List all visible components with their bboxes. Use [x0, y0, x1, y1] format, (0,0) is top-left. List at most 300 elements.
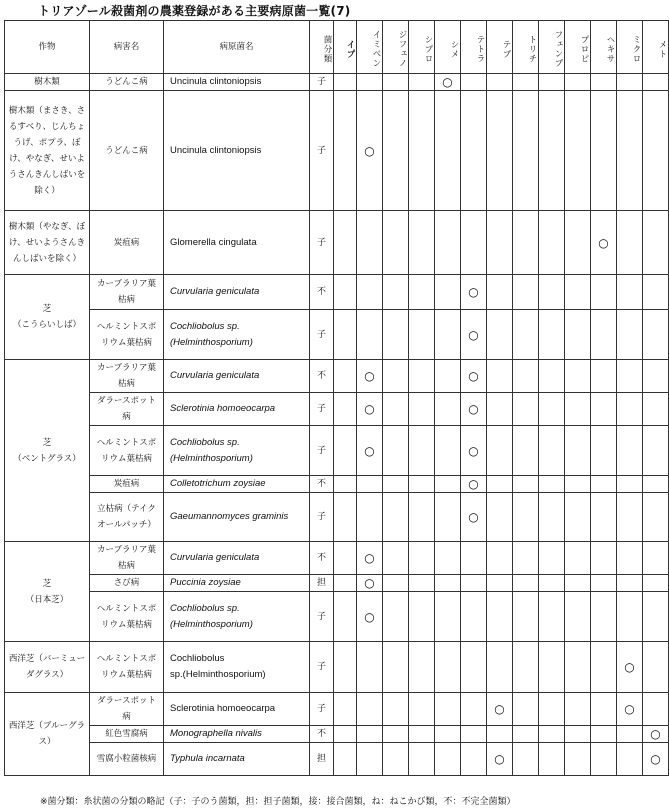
empty-cell: [357, 493, 383, 542]
empty-cell: [409, 493, 435, 542]
empty-cell: [487, 592, 513, 642]
table-body: [5, 74, 669, 776]
empty-cell: [539, 743, 565, 776]
empty-cell: [409, 211, 435, 275]
header-fungicide: テブ: [487, 21, 513, 74]
empty-cell: [435, 310, 461, 360]
registered-mark: ○: [617, 642, 643, 693]
header-fungicide: ミクロ: [617, 21, 643, 74]
header-class: 菌分類: [310, 21, 334, 74]
disease-cell: ヘルミントスポリウム葉枯病: [90, 426, 164, 476]
empty-cell: [383, 493, 409, 542]
empty-cell: [383, 476, 409, 493]
disease-cell: ヘルミントスポリウム葉枯病: [90, 642, 164, 693]
empty-cell: [513, 360, 539, 393]
empty-cell: [435, 592, 461, 642]
empty-cell: [513, 211, 539, 275]
empty-cell: [461, 743, 487, 776]
table-row: [5, 211, 669, 275]
empty-cell: [334, 310, 357, 360]
empty-cell: [357, 310, 383, 360]
table-row: [5, 642, 669, 693]
empty-cell: [334, 642, 357, 693]
disease-cell: カーブラリア葉枯病: [90, 360, 164, 393]
crop-cell: 芝 （こうらいしば）: [5, 275, 90, 360]
empty-cell: [435, 575, 461, 592]
empty-cell: [334, 91, 357, 211]
empty-cell: [617, 275, 643, 310]
empty-cell: [617, 542, 643, 575]
empty-cell: [513, 642, 539, 693]
pathogen-cell: Curvularia geniculata: [164, 542, 310, 575]
table-row: [5, 575, 669, 592]
empty-cell: [487, 493, 513, 542]
page-title: トリアゾール殺菌剤の農薬登録がある主要病原菌一覧(7): [38, 4, 351, 18]
pathogen-cell: Glomerella cingulata: [164, 211, 310, 275]
empty-cell: [617, 393, 643, 426]
empty-cell: [643, 275, 669, 310]
empty-cell: [643, 91, 669, 211]
registered-mark: ○: [461, 476, 487, 493]
registered-mark: ○: [643, 726, 669, 743]
pathogen-cell: Typhula incarnata: [164, 743, 310, 776]
registered-mark: ○: [461, 310, 487, 360]
empty-cell: [334, 211, 357, 275]
header-fungicide: メト: [643, 21, 669, 74]
disease-cell: 炭疽病: [90, 211, 164, 275]
empty-cell: [539, 393, 565, 426]
empty-cell: [617, 575, 643, 592]
empty-cell: [357, 743, 383, 776]
empty-cell: [513, 91, 539, 211]
empty-cell: [539, 74, 565, 91]
empty-cell: [565, 211, 591, 275]
registered-mark: ○: [461, 493, 487, 542]
empty-cell: [383, 74, 409, 91]
class-cell: 子: [310, 310, 334, 360]
empty-cell: [643, 74, 669, 91]
table-row: [5, 360, 669, 393]
registered-mark: ○: [357, 393, 383, 426]
pathogen-cell: Sclerotinia homoeocarpa: [164, 693, 310, 726]
empty-cell: [357, 693, 383, 726]
empty-cell: [435, 211, 461, 275]
empty-cell: [334, 726, 357, 743]
empty-cell: [409, 74, 435, 91]
table-row: [5, 542, 669, 575]
disease-cell: ダラースポット病: [90, 693, 164, 726]
empty-cell: [617, 211, 643, 275]
empty-cell: [513, 393, 539, 426]
empty-cell: [539, 310, 565, 360]
crop-cell: 樹木類: [5, 74, 90, 91]
empty-cell: [565, 310, 591, 360]
empty-cell: [435, 426, 461, 476]
empty-cell: [435, 476, 461, 493]
empty-cell: [565, 642, 591, 693]
pathogen-cell: Curvularia geniculata: [164, 275, 310, 310]
empty-cell: [461, 575, 487, 592]
header-fungicide: イミベン: [357, 21, 383, 74]
empty-cell: [383, 393, 409, 426]
empty-cell: [435, 91, 461, 211]
empty-cell: [461, 91, 487, 211]
empty-cell: [591, 91, 617, 211]
empty-cell: [409, 575, 435, 592]
empty-cell: [383, 726, 409, 743]
disease-cell: 雪腐小粒菌核病: [90, 743, 164, 776]
empty-cell: [334, 743, 357, 776]
registered-mark: ○: [357, 360, 383, 393]
empty-cell: [435, 693, 461, 726]
empty-cell: [383, 426, 409, 476]
empty-cell: [435, 493, 461, 542]
class-cell: 担: [310, 743, 334, 776]
empty-cell: [383, 592, 409, 642]
header-row: [5, 21, 669, 74]
empty-cell: [643, 693, 669, 726]
registered-mark: ○: [461, 426, 487, 476]
empty-cell: [383, 310, 409, 360]
empty-cell: [617, 592, 643, 642]
empty-cell: [357, 726, 383, 743]
empty-cell: [409, 642, 435, 693]
empty-cell: [513, 693, 539, 726]
empty-cell: [565, 91, 591, 211]
class-cell: 担: [310, 575, 334, 592]
table-row: [5, 74, 669, 91]
registered-mark: ○: [461, 275, 487, 310]
class-cell: 不: [310, 275, 334, 310]
empty-cell: [334, 426, 357, 476]
disease-cell: ダラースポット病: [90, 393, 164, 426]
empty-cell: [357, 642, 383, 693]
empty-cell: [513, 575, 539, 592]
empty-cell: [591, 693, 617, 726]
empty-cell: [539, 91, 565, 211]
empty-cell: [643, 642, 669, 693]
disease-cell: 紅色雪腐病: [90, 726, 164, 743]
empty-cell: [487, 275, 513, 310]
disease-cell: 立枯病（テイクオールパッチ）: [90, 493, 164, 542]
empty-cell: [383, 743, 409, 776]
empty-cell: [435, 275, 461, 310]
empty-cell: [539, 275, 565, 310]
empty-cell: [383, 360, 409, 393]
empty-cell: [487, 360, 513, 393]
empty-cell: [487, 542, 513, 575]
empty-cell: [435, 360, 461, 393]
empty-cell: [539, 542, 565, 575]
empty-cell: [617, 360, 643, 393]
pathogen-cell: Monographella nivalis: [164, 726, 310, 743]
empty-cell: [591, 542, 617, 575]
table-row: [5, 476, 669, 493]
empty-cell: [643, 211, 669, 275]
empty-cell: [409, 393, 435, 426]
empty-cell: [513, 726, 539, 743]
empty-cell: [539, 693, 565, 726]
empty-cell: [591, 310, 617, 360]
empty-cell: [539, 642, 565, 693]
empty-cell: [409, 476, 435, 493]
empty-cell: [591, 743, 617, 776]
empty-cell: [539, 360, 565, 393]
empty-cell: [383, 575, 409, 592]
disease-cell: うどんこ病: [90, 91, 164, 211]
empty-cell: [591, 575, 617, 592]
empty-cell: [487, 74, 513, 91]
empty-cell: [334, 693, 357, 726]
pathogen-cell: Cochliobolus sp.(Helminthosporium): [164, 642, 310, 693]
empty-cell: [487, 642, 513, 693]
empty-cell: [487, 726, 513, 743]
header-fungicide: シプロ: [409, 21, 435, 74]
empty-cell: [334, 493, 357, 542]
empty-cell: [513, 74, 539, 91]
empty-cell: [487, 310, 513, 360]
empty-cell: [461, 542, 487, 575]
pathogen-cell: Sclerotinia homoeocarpa: [164, 393, 310, 426]
empty-cell: [461, 592, 487, 642]
header-fungicide: シメ: [435, 21, 461, 74]
empty-cell: [643, 360, 669, 393]
empty-cell: [435, 743, 461, 776]
class-cell: 子: [310, 393, 334, 426]
empty-cell: [334, 592, 357, 642]
empty-cell: [435, 642, 461, 693]
empty-cell: [409, 542, 435, 575]
disease-cell: カーブラリア葉枯病: [90, 542, 164, 575]
empty-cell: [409, 360, 435, 393]
class-cell: 不: [310, 476, 334, 493]
empty-cell: [334, 74, 357, 91]
empty-cell: [487, 393, 513, 426]
empty-cell: [591, 476, 617, 493]
pathogen-cell: Colletotrichum zoysiae: [164, 476, 310, 493]
empty-cell: [643, 310, 669, 360]
pathogen-cell: Gaeumannomyces graminis: [164, 493, 310, 542]
empty-cell: [357, 211, 383, 275]
header-fungicide: イプ: [334, 21, 357, 74]
empty-cell: [409, 693, 435, 726]
registered-mark: ○: [357, 91, 383, 211]
header-fungicide: ヘキサ: [591, 21, 617, 74]
table-row: [5, 91, 669, 211]
class-cell: 不: [310, 726, 334, 743]
empty-cell: [461, 74, 487, 91]
empty-cell: [643, 426, 669, 476]
empty-cell: [591, 726, 617, 743]
empty-cell: [565, 743, 591, 776]
empty-cell: [565, 575, 591, 592]
empty-cell: [617, 726, 643, 743]
crop-cell: 樹木類（やなぎ、ぼけ、せいようさんきんしばいを除く）: [5, 211, 90, 275]
header-pathogen: 病原菌名: [164, 21, 310, 74]
table-row: [5, 493, 669, 542]
empty-cell: [357, 476, 383, 493]
empty-cell: [565, 493, 591, 542]
empty-cell: [539, 592, 565, 642]
empty-cell: [435, 393, 461, 426]
registered-mark: ○: [435, 74, 461, 91]
class-cell: 不: [310, 542, 334, 575]
empty-cell: [513, 476, 539, 493]
empty-cell: [565, 592, 591, 642]
table-row: [5, 426, 669, 476]
class-cell: 子: [310, 211, 334, 275]
empty-cell: [539, 211, 565, 275]
empty-cell: [643, 493, 669, 542]
empty-cell: [461, 642, 487, 693]
empty-cell: [513, 493, 539, 542]
empty-cell: [383, 275, 409, 310]
table-row: [5, 743, 669, 776]
registered-mark: ○: [617, 693, 643, 726]
empty-cell: [539, 426, 565, 476]
empty-cell: [643, 542, 669, 575]
empty-cell: [409, 592, 435, 642]
empty-cell: [383, 693, 409, 726]
empty-cell: [565, 542, 591, 575]
empty-cell: [617, 426, 643, 476]
empty-cell: [487, 476, 513, 493]
empty-cell: [487, 211, 513, 275]
header-fungicide: フェンブ: [539, 21, 565, 74]
disease-cell: 炭疽病: [90, 476, 164, 493]
registered-mark: ○: [487, 743, 513, 776]
header-fungicide: プロピ: [565, 21, 591, 74]
empty-cell: [357, 74, 383, 91]
empty-cell: [643, 476, 669, 493]
empty-cell: [591, 393, 617, 426]
registered-mark: ○: [487, 693, 513, 726]
empty-cell: [591, 642, 617, 693]
empty-cell: [409, 91, 435, 211]
empty-cell: [409, 426, 435, 476]
empty-cell: [334, 542, 357, 575]
header-fungicide: ジフェノ: [383, 21, 409, 74]
empty-cell: [591, 493, 617, 542]
table-row: [5, 726, 669, 743]
empty-cell: [591, 74, 617, 91]
empty-cell: [513, 743, 539, 776]
empty-cell: [334, 275, 357, 310]
empty-cell: [334, 476, 357, 493]
empty-cell: [565, 393, 591, 426]
footnote: ※菌分類：糸状菌の分類の略記（子：子のう菌類，担：担子菌類，接：接合菌類，ね：ねこかび類，不：不完全菌類）: [40, 797, 516, 807]
empty-cell: [461, 693, 487, 726]
empty-cell: [513, 310, 539, 360]
class-cell: 子: [310, 74, 334, 91]
crop-cell: 芝 （ベントグラス）: [5, 360, 90, 542]
pathogen-table: [4, 20, 669, 776]
crop-cell: 芝 （日本芝）: [5, 542, 90, 642]
registered-mark: ○: [357, 426, 383, 476]
empty-cell: [383, 211, 409, 275]
class-cell: 子: [310, 91, 334, 211]
table-row: [5, 592, 669, 642]
class-cell: 子: [310, 642, 334, 693]
pathogen-cell: Curvularia geniculata: [164, 360, 310, 393]
empty-cell: [513, 542, 539, 575]
empty-cell: [617, 74, 643, 91]
pathogen-cell: Uncinula clintoniopsis: [164, 91, 310, 211]
empty-cell: [617, 91, 643, 211]
empty-cell: [565, 275, 591, 310]
class-cell: 子: [310, 592, 334, 642]
empty-cell: [487, 91, 513, 211]
disease-cell: ヘルミントスポリウム葉枯病: [90, 592, 164, 642]
disease-cell: さび病: [90, 575, 164, 592]
empty-cell: [565, 693, 591, 726]
table-row: [5, 693, 669, 726]
class-cell: 不: [310, 360, 334, 393]
empty-cell: [539, 493, 565, 542]
crop-cell: 西洋芝（バーミューダグラス）: [5, 642, 90, 693]
empty-cell: [591, 360, 617, 393]
empty-cell: [409, 310, 435, 360]
empty-cell: [565, 726, 591, 743]
header-fungicide: トリチ: [513, 21, 539, 74]
empty-cell: [409, 726, 435, 743]
empty-cell: [617, 476, 643, 493]
empty-cell: [383, 91, 409, 211]
class-cell: 子: [310, 693, 334, 726]
pathogen-cell: Puccinia zoysiae: [164, 575, 310, 592]
empty-cell: [357, 275, 383, 310]
empty-cell: [617, 310, 643, 360]
empty-cell: [409, 275, 435, 310]
header-fungicide: テトラ: [461, 21, 487, 74]
empty-cell: [461, 211, 487, 275]
empty-cell: [513, 592, 539, 642]
empty-cell: [487, 575, 513, 592]
class-cell: 子: [310, 493, 334, 542]
empty-cell: [591, 592, 617, 642]
empty-cell: [565, 426, 591, 476]
empty-cell: [334, 575, 357, 592]
empty-cell: [565, 476, 591, 493]
empty-cell: [591, 426, 617, 476]
header-disease: 病害名: [90, 21, 164, 74]
empty-cell: [383, 542, 409, 575]
pathogen-cell: Cochliobolus sp. (Helminthosporium): [164, 592, 310, 642]
pathogen-cell: Uncinula clintoniopsis: [164, 74, 310, 91]
crop-cell: 西洋芝（ブルーグラス）: [5, 693, 90, 776]
empty-cell: [487, 426, 513, 476]
empty-cell: [617, 743, 643, 776]
empty-cell: [513, 275, 539, 310]
empty-cell: [539, 476, 565, 493]
registered-mark: ○: [591, 211, 617, 275]
empty-cell: [435, 542, 461, 575]
crop-cell: 樹木類（まさき、さるすべり、じんちょうげ、ポプラ、ぼけ、やなぎ、せいようさんきんしばいを除く）: [5, 91, 90, 211]
empty-cell: [617, 493, 643, 542]
empty-cell: [591, 275, 617, 310]
pathogen-cell: Cochliobolus sp. (Helminthosporium): [164, 310, 310, 360]
empty-cell: [539, 575, 565, 592]
empty-cell: [643, 592, 669, 642]
table-row: [5, 310, 669, 360]
empty-cell: [461, 726, 487, 743]
registered-mark: ○: [357, 575, 383, 592]
registered-mark: ○: [461, 393, 487, 426]
registered-mark: ○: [643, 743, 669, 776]
disease-cell: うどんこ病: [90, 74, 164, 91]
pathogen-cell: Cochliobolus sp. (Helminthosporium): [164, 426, 310, 476]
empty-cell: [435, 726, 461, 743]
